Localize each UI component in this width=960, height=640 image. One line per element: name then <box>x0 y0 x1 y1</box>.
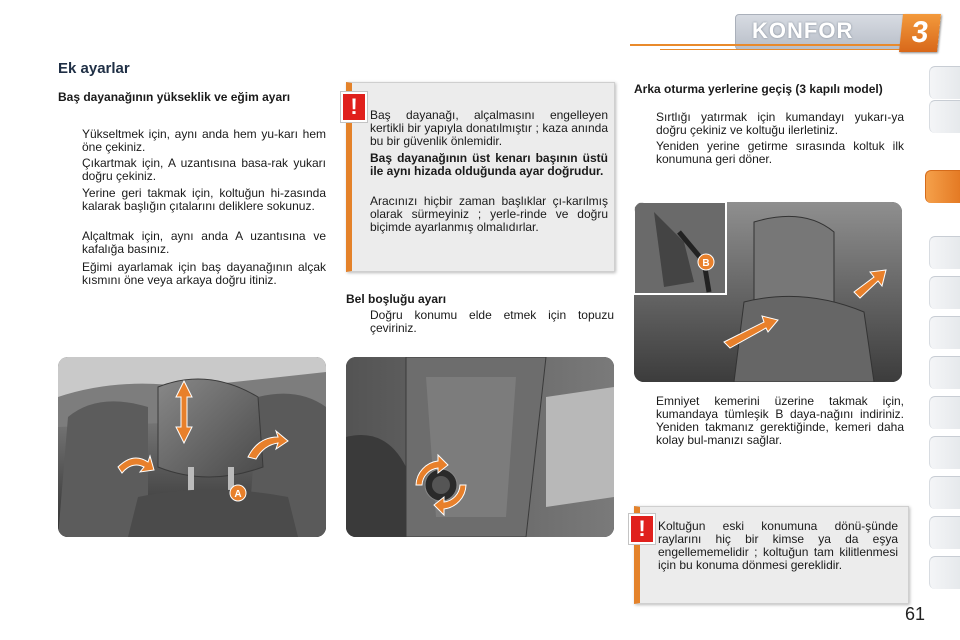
chapter-tab-6[interactable] <box>929 316 960 349</box>
rear-access-photo <box>634 202 902 382</box>
lumbar-photo <box>346 357 614 537</box>
rear-access-item-1-cont: Yeniden yerine getirme sırasında koltuk ilk konumuna geri döner. <box>656 139 904 166</box>
lumbar-item: Doğru konumu elde etmek için topuzu çeviriniz. <box>370 308 614 335</box>
chapter-tab-4[interactable] <box>929 236 960 269</box>
chapter-tab-5[interactable] <box>929 276 960 309</box>
chapter-tab-9[interactable] <box>929 436 960 469</box>
page-header-title: KONFOR <box>752 18 854 43</box>
headrest-item-2: Çıkartmak için, A uzantısına basa-rak yukarı doğru çekiniz. <box>82 156 326 183</box>
label-a: A <box>234 489 242 500</box>
chapter-tab-8[interactable] <box>929 396 960 429</box>
page-number: 61 <box>905 604 926 624</box>
chapter-tab-11[interactable] <box>929 516 960 549</box>
header-rule <box>630 44 920 46</box>
chapter-number-badge: 3 <box>899 14 941 52</box>
rear-access-item-2: Emniyet kemerini üzerine takmak için, kumandaya tümleşik B daya-nağını indiriniz. Yeniden takmanız gerektiğinde, kemeri daha kolay bul-manızı sağlar. <box>656 394 904 447</box>
rear-access-heading: Arka oturma yerlerine geçiş (3 kapılı model) <box>634 82 883 96</box>
warning-exclamation-icon: ! <box>341 92 367 122</box>
headrest-item-5: Eğimi ayarlamak için baş dayanağının alçak kısmını öne veya arkaya doğru itiniz. <box>82 260 326 287</box>
headrest-item-3: Yerine geri takmak için, koltuğun hi-zasında kalarak başlığın çıtalarını deliklere sokunuz. <box>82 186 326 213</box>
warning1-paragraph-1: Baş dayanağı, alçalmasını engelleyen kertikli bir yapıyla donatılmıştır ; kaza anında bu bir güvenlik önlemidir. <box>370 108 608 148</box>
lumbar-heading: Bel boşluğu ayarı <box>346 292 447 306</box>
rear-access-item-1: Sırtlığı yatırmak için kumandayı yukarı-ya doğru çekiniz ve koltuğu ilerletiniz. <box>656 110 904 137</box>
header-rule-secondary <box>660 49 920 50</box>
warning-exclamation-icon: ! <box>629 514 655 544</box>
section-title: Ek ayarlar <box>58 60 130 77</box>
warning1-paragraph-3: Aracınızı hiçbir zaman başlıklar çı-karılmış olarak sürmeyiniz ; yerle-rinde ve doğru biçimde ayarlanmış olmalıdırlar. <box>370 194 608 234</box>
label-b: B <box>702 258 710 269</box>
headrest-heading: Baş dayanağının yükseklik ve eğim ayarı <box>58 90 291 104</box>
chapter-tab-10[interactable] <box>929 476 960 509</box>
chapter-tab-12[interactable] <box>929 556 960 589</box>
headrest-item-1: Yükseltmek için, aynı anda hem yu-karı hem öne çekiniz. <box>82 127 326 154</box>
warning2-text: Koltuğun eski konumuna dönü-şünde raylarını hiç bir kimse ya da eşya engellememelidir ; koltuğun tam kilitlenmesi için bu konuma dönmesi gereklidir. <box>658 519 898 572</box>
warning1-paragraph-2: Baş dayanağının üst kenarı başının üstü ile aynı hizada olduğunda ayar doğrudur. <box>370 151 608 178</box>
chapter-tab-7[interactable] <box>929 356 960 389</box>
headrest-item-4: Alçaltmak için, aynı anda A uzantısına ve kafalığa basınız. <box>82 229 326 256</box>
chapter-tab-1[interactable] <box>929 66 960 99</box>
chapter-tabs <box>926 66 960 586</box>
chapter-tab-2[interactable] <box>929 100 960 133</box>
chapter-tab-3-active[interactable] <box>925 170 960 203</box>
headrest-photo <box>58 357 326 537</box>
